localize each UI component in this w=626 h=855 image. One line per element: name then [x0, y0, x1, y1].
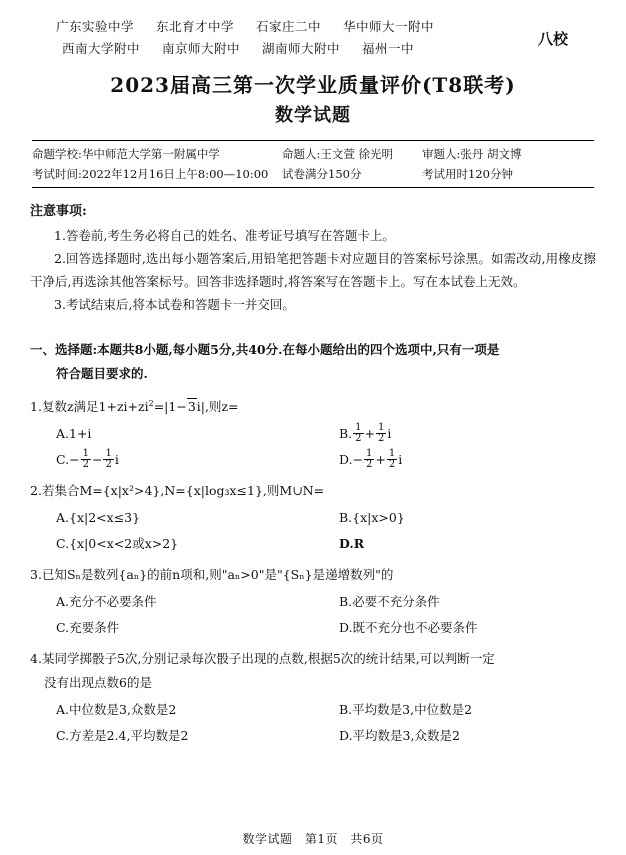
option-d-label: D.R: [339, 536, 365, 552]
page-title: 2023届高三第一次学业质量评价(T8联考): [110, 73, 516, 97]
footer-subject: 数学试题: [242, 832, 293, 846]
meta-setter: 命题人:王文萱 徐光明: [282, 147, 394, 161]
question-stem-eq: =: [153, 399, 165, 415]
question-3-options: [30, 589, 596, 641]
note-item: 2.回答选择题时,选出每小题答案后,用铅笔把答题卡对应题目的答案标号涂黑。如需改动,用橡皮擦干净后,再选涂其他答案标号。回答非选择题时,将答案写在答题卡上。写在本试卷上无效。: [30, 251, 596, 289]
exponent: 2: [148, 399, 154, 408]
option-a[interactable]: A.中位数是3,众数是2: [56, 702, 177, 718]
subject-title: 数学试题: [275, 105, 351, 126]
notes-title: 注意事项:: [30, 204, 87, 219]
question-1-stem: [30, 392, 596, 419]
exam-meta-box: [32, 140, 594, 188]
page-footer: [0, 830, 626, 847]
option-b[interactable]: B.必要不充分条件: [339, 594, 440, 610]
school-name: 南京师大附中: [162, 41, 241, 56]
option-a[interactable]: A.{x|2<x≤3}: [56, 510, 141, 526]
question-4-stem: [30, 647, 596, 695]
question-4-options: [30, 697, 596, 749]
option-d[interactable]: D.既不充分也不必要条件: [339, 620, 478, 636]
school-name: 石家庄二中: [256, 19, 322, 34]
question-stem-line-1: 某同学掷骰子5次,分别记录每次骰子出现的点数,根据5次的统计结果,可以判断一定: [41, 651, 495, 667]
option-c[interactable]: C.− $\frac{1}{2}$ − $\frac{1}{2}$ i: [56, 447, 119, 471]
question-4: [30, 647, 596, 749]
school-name: 西南大学附中: [62, 41, 141, 56]
option-d-label: D.: [339, 452, 353, 468]
meta-reviewer: 审题人:张丹 胡文博: [422, 147, 522, 161]
question-number: 2.: [30, 483, 42, 499]
school-name: 福州一中: [362, 41, 415, 56]
option-a[interactable]: A.充分不必要条件: [56, 594, 157, 610]
question-number: 3.: [30, 567, 42, 583]
meta-row-2: [32, 164, 594, 184]
question-stem-line-2: 没有出现点数6的是: [44, 675, 152, 691]
option-d[interactable]: D.平均数是3,众数是2: [339, 728, 460, 744]
question-2-options: [30, 505, 596, 557]
question-1-options: [30, 421, 596, 473]
option-b[interactable]: B.平均数是3,中位数是2: [339, 702, 473, 718]
question-2-stem: [30, 479, 596, 503]
note-item: 3.考试结束后,将本试卷和答题卡一并交回。: [54, 297, 295, 312]
option-b-label: B.: [339, 426, 353, 442]
question-stem-part: 复数z满足1+zi+zi: [41, 399, 149, 415]
school-name: 东北育才中学: [156, 19, 235, 34]
meta-row-1: [32, 144, 594, 164]
question-2: [30, 479, 596, 557]
school-row-2: [56, 38, 532, 60]
section-heading-prefix: 一、选择题:: [30, 342, 98, 357]
meta-duration: 考试用时120分钟: [422, 167, 513, 181]
option-c[interactable]: C.方差是2.4,平均数是2: [56, 728, 189, 744]
school-name: 广东实验中学: [56, 19, 135, 34]
school-row-1: [56, 16, 532, 38]
option-b[interactable]: B.{x|x>0}: [339, 510, 405, 526]
question-stem: 若集合M={x|x²>4},N={x|log₃x≤1},则M∪N=: [41, 483, 325, 499]
option-d[interactable]: [313, 531, 596, 557]
option-c[interactable]: C.充要条件: [56, 620, 120, 636]
question-stem: 已知Sₙ是数列{aₙ}的前n项和,则"aₙ>0"是"{Sₙ}是递增数列"的: [41, 567, 394, 583]
meta-exam-time: 考试时间:2022年12月16日上午8:00—10:00: [32, 167, 269, 181]
note-item: 1.答卷前,考生务必将自己的姓名、准考证号填写在答题卡上。: [54, 228, 395, 243]
footer-page-number: 第1页: [304, 832, 338, 846]
question-1: [30, 392, 596, 473]
eight-schools-badge: 八校: [537, 29, 568, 48]
option-c[interactable]: C.{x|0<x<2或x>2}: [56, 536, 179, 552]
question-number: 4.: [30, 651, 42, 667]
meta-total-score: 试卷满分150分: [282, 167, 362, 181]
option-b[interactable]: B. $\frac{1}{2}$ + $\frac{1}{2}$ i: [339, 421, 392, 445]
section-heading-line1: 本题共8小题,每小题5分,共40分.在每小题给出的四个选项中,只有一项是: [97, 342, 500, 357]
question-3-stem: [30, 563, 596, 587]
school-name-list: [30, 16, 532, 60]
school-name: 湖南师大附中: [262, 41, 341, 56]
meta-setting-school: 命题学校:华中师范大学第一附属中学: [32, 147, 220, 161]
footer-total-pages: 共6页: [350, 832, 384, 846]
question-stem-tail: ,则z=: [204, 399, 239, 415]
school-header: [30, 16, 596, 60]
school-name: 华中师大一附中: [343, 19, 435, 34]
abs-expression: |1−3i|: [164, 399, 205, 415]
option-c-label: C.: [56, 452, 70, 468]
section-heading: [30, 338, 596, 386]
question-number: 1.: [30, 399, 42, 415]
option-d[interactable]: D.− $\frac{1}{2}$ + $\frac{1}{2}$ i: [339, 447, 403, 471]
option-a[interactable]: A.1+i: [56, 426, 92, 442]
section-heading-line2: 符合题目要求的.: [56, 366, 148, 381]
question-3: [30, 563, 596, 641]
